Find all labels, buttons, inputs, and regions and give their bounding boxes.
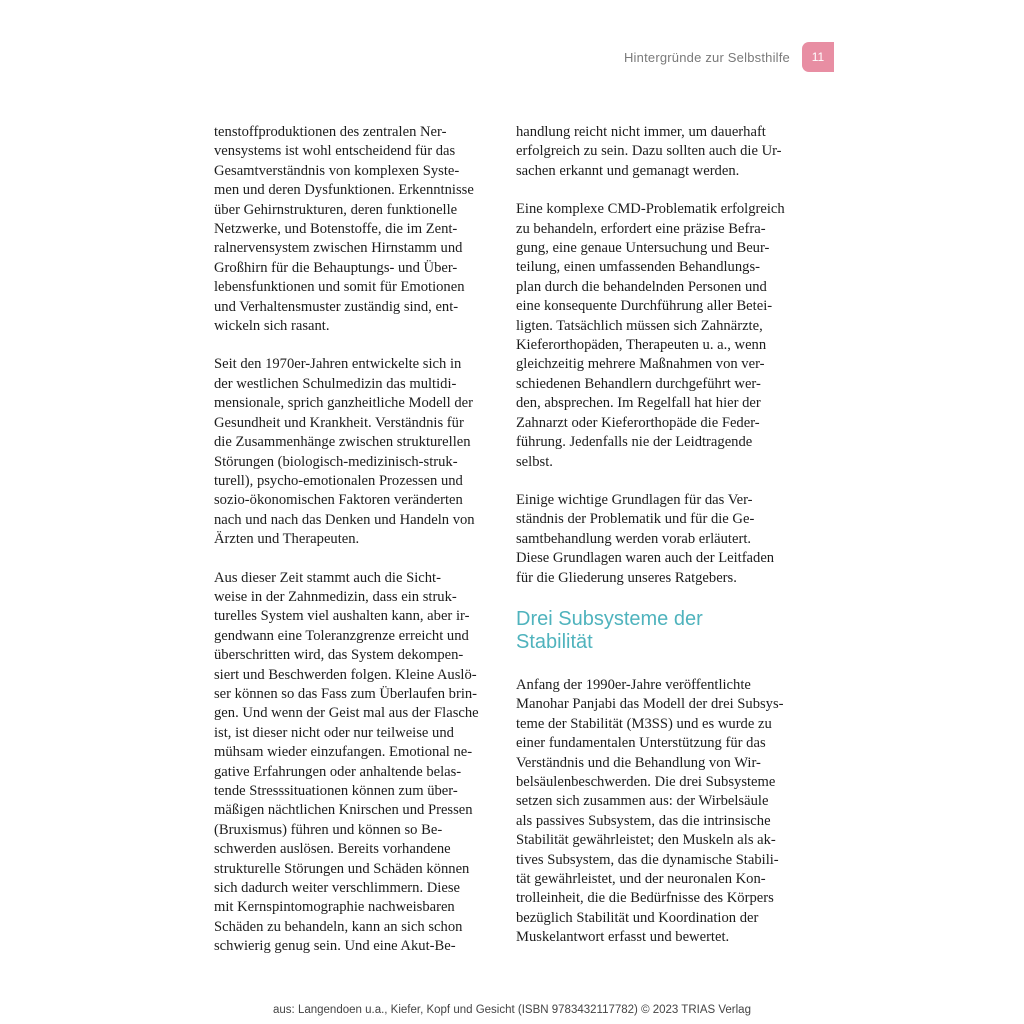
text-line: vensystems ist wohl entscheidend für das: [214, 143, 456, 160]
paragraph-right-1: [516, 123, 794, 181]
text-line: gung, eine genaue Untersuchung und Beur-: [516, 240, 770, 257]
text-line: selbst.: [516, 453, 553, 470]
text-line: sich dadurch weiter verschlimmern. Diese: [214, 880, 460, 897]
text-line: Zahnarzt oder Kieferorthopäde die Feder-: [516, 414, 760, 431]
text-line: mäßigen nächtlichen Knirschen und Pressen: [214, 802, 473, 819]
text-line: turelles System viel aushalten kann, aber ir-: [214, 608, 470, 625]
left-column: [214, 123, 492, 976]
right-column: [516, 123, 794, 967]
footer-citation: aus: Langendoen u.a., Kiefer, Kopf und Gesicht (ISBN 9783432117782) © 2023 TRIAS Verlag: [273, 1004, 751, 1016]
text-line: ligten. Tatsächlich müssen sich Zahnärzte,: [516, 317, 763, 334]
page-number: 11: [811, 50, 825, 64]
text-line: gen. Und wenn der Geist mal aus der Flasche: [214, 705, 479, 722]
text-line: eine konsequente Durchführung aller Betei-: [516, 298, 773, 315]
text-line: ralnervensystem zwischen Hirnstamm und: [214, 240, 463, 257]
text-line: Eine komplexe CMD-Problematik erfolgreich: [516, 201, 785, 218]
text-line: der westlichen Schulmedizin das multidi-: [214, 375, 457, 392]
paragraph-left-2: [214, 355, 492, 549]
text-line: Aus dieser Zeit stammt auch die Sicht-: [214, 569, 441, 586]
text-line: für die Gliederung unseres Ratgebers.: [516, 569, 737, 586]
text-line: schwierig genug sein. Und eine Akut-Be-: [214, 938, 456, 955]
text-line: schiedenen Behandlern durchgeführt wer-: [516, 375, 761, 392]
text-line: teilung, einen umfassenden Behandlungs-: [516, 259, 760, 276]
text-line: tät gewährleistet, und der neuronalen Kon-: [516, 871, 766, 887]
text-line: tenstoffproduktionen des zentralen Ner-: [214, 124, 447, 140]
text-line: einer fundamentalen Unterstützung für das: [516, 735, 766, 752]
page-number-tab: [802, 42, 834, 72]
text-line: ser können so das Fass zum Überlaufen brin-: [214, 685, 478, 702]
text-line: men und deren Dysfunktionen. Erkenntnisse: [214, 182, 474, 199]
text-line: trolleinheit, die die Bedürfnisse des Körpers: [516, 890, 774, 907]
text-line: mensionale, sprich ganzheitliche Modell der: [214, 395, 473, 412]
running-header-title: Hintergründe zur Selbsthilfe: [623, 50, 790, 65]
text-line: tives Subsystem, das die dynamische Stabili-: [516, 851, 779, 868]
text-line: weise in der Zahnmedizin, dass ein struk-: [214, 588, 457, 605]
text-line: Manohar Panjabi das Modell der drei Subsys-: [516, 696, 784, 713]
text-line: Ärzten und Therapeuten.: [214, 531, 360, 548]
text-line: teme der Stabilität (M3SS) und es wurde zu: [516, 715, 772, 732]
text-line: Kieferorthopäden, Therapeuten u. a., wenn: [516, 337, 767, 354]
text-line: strukturelle Störungen und Schäden können: [214, 860, 470, 877]
text-line: sachen erkannt und gemanagt werden.: [516, 162, 740, 179]
text-line: (Bruxismus) führen und können so Be-: [214, 821, 443, 838]
text-line: ist, ist dieser nicht oder nur teilweise und: [214, 724, 454, 741]
section-heading: [516, 608, 794, 654]
text-line: samtbehandlung werden vorab erläutert.: [516, 530, 752, 547]
text-line: Stabilität gewährleistet; den Muskeln als ak-: [516, 832, 776, 849]
heading-line: Stabilität: [516, 630, 593, 653]
paragraph-right-2: [516, 200, 794, 472]
text-line: mit Kernspintomographie nachweisbaren: [214, 899, 455, 916]
text-line: überschritten wird, das System dekompen-: [214, 647, 464, 664]
text-line: führung. Jedenfalls nie der Leidtragende: [516, 434, 753, 451]
text-line: zu behandeln, erfordert eine präzise Befra-: [516, 220, 766, 237]
text-line: plan durch die behandelnden Personen und: [516, 278, 767, 295]
text-line: schwerden auslösen. Bereits vorhandene: [214, 841, 451, 858]
paragraph-left-3: [214, 569, 492, 957]
text-line: Schäden zu behandeln, kann an sich schon: [214, 918, 463, 935]
text-line: Störungen (biologisch-medizinisch-struk-: [214, 453, 458, 470]
text-line: belsäulenbeschwerden. Die drei Subsysteme: [516, 773, 776, 790]
text-line: nach und nach das Denken und Handeln von: [214, 511, 475, 528]
text-line: als passives Subsystem, das die intrinsische: [516, 812, 771, 829]
text-line: turell), psycho-emotionalen Prozessen und: [214, 472, 463, 489]
text-line: Gesundheit und Krankheit. Verständnis für: [214, 414, 464, 431]
text-line: tende Stresssituationen können zum über-: [214, 783, 458, 799]
paragraph-left-1: [214, 123, 492, 336]
text-line: Gesamtverständnis von komplexen Syste-: [214, 162, 460, 179]
text-line: ständnis der Problematik und für die Ge-: [516, 511, 755, 528]
text-line: Seit den 1970er-Jahren entwickelte sich in: [214, 356, 462, 373]
text-line: Diese Grundlagen waren auch der Leitfaden: [516, 550, 775, 567]
text-line: Großhirn für die Behauptungs- und Über-: [214, 259, 458, 276]
text-line: setzen sich zusammen aus: der Wirbelsäule: [516, 793, 769, 810]
text-line: die Zusammenhänge zwischen strukturellen: [214, 434, 471, 451]
text-line: gleichzeitig mehrere Maßnahmen von ver-: [516, 356, 765, 373]
text-line: und Verhaltensmuster zuständig sind, ent-: [214, 298, 459, 315]
text-line: Verständnis und die Behandlung von Wir-: [516, 754, 761, 771]
text-line: siert und Beschwerden folgen. Kleine Auslö-: [214, 666, 477, 683]
paragraph-right-4: [516, 676, 794, 948]
text-line: über Gehirnstrukturen, deren funktionelle: [214, 201, 458, 218]
text-line: gative Erfahrungen oder anhaltende belas-: [214, 763, 462, 780]
text-line: Anfang der 1990er-Jahre veröffentlichte: [516, 676, 751, 693]
text-line: gendwann eine Toleranzgrenze erreicht und: [214, 627, 469, 644]
text-line: Einige wichtige Grundlagen für das Ver-: [516, 491, 753, 508]
text-line: handlung reicht nicht immer, um dauerhaft: [516, 124, 766, 140]
text-line: mühsam wieder einzufangen. Emotional ne-: [214, 744, 473, 761]
paragraph-right-3: [516, 491, 794, 588]
text-line: den, absprechen. Im Regelfall hat hier der: [516, 395, 761, 412]
text-line: wickeln sich rasant.: [214, 318, 330, 335]
text-line: sozio-ökonomischen Faktoren veränderten: [214, 492, 463, 509]
heading-line: Drei Subsysteme der: [516, 607, 703, 630]
text-line: Muskelantwort erfasst und bewertet.: [516, 929, 730, 946]
text-line: Netzwerke, und Botenstoffe, die im Zent-: [214, 221, 458, 238]
text-line: erfolgreich zu sein. Dazu sollten auch die Ur-: [516, 143, 782, 160]
text-line: lebensfunktionen und somit für Emotionen: [214, 279, 465, 296]
text-line: bezüglich Stabilität und Koordination der: [516, 909, 759, 926]
